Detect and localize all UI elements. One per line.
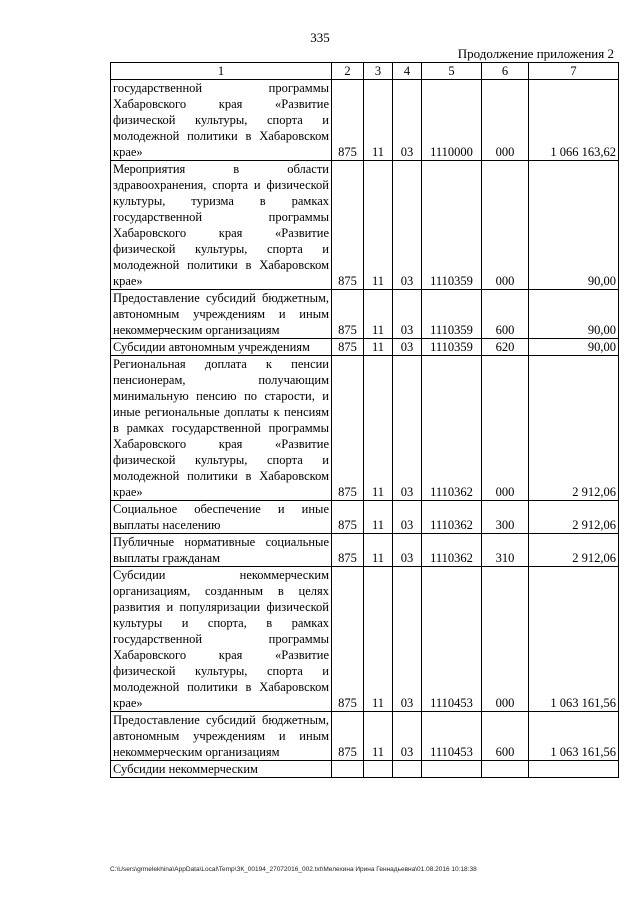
column-header: 2	[332, 63, 364, 80]
row-code-c6: 300	[482, 501, 529, 534]
row-description: Региональная доплата к пенсии пенсионерам, получающим минимальную пенсию по старости, и иные региональные доплаты к пенсиям в рамках государственной программы Хабаровского края «Развитие физической культуры, спорта и молодежной политики в Хабаровском крае»	[111, 356, 332, 501]
row-code-c6: 600	[482, 712, 529, 761]
row-code-c2: 875	[332, 534, 364, 567]
row-code-c6: 620	[482, 339, 529, 356]
row-amount: 90,00	[529, 161, 619, 290]
table-row	[111, 501, 619, 534]
row-code-c5: 1110000	[422, 80, 482, 161]
column-header: 4	[393, 63, 422, 80]
row-code-c2: 875	[332, 161, 364, 290]
row-description: Предоставление субсидий бюджетным, автономным учреждениям и иным некоммерческим организациям	[111, 712, 332, 761]
table-row	[111, 80, 619, 161]
row-description: Социальное обеспечение и иные выплаты населению	[111, 501, 332, 534]
row-code-c3: 11	[364, 290, 393, 339]
row-code-c4: 03	[393, 80, 422, 161]
table-row	[111, 761, 619, 778]
row-code-c6: 000	[482, 567, 529, 712]
row-code-c3: 11	[364, 161, 393, 290]
row-code-c5: 1110359	[422, 161, 482, 290]
row-code-c5: 1110453	[422, 712, 482, 761]
budget-table	[110, 62, 619, 778]
row-code-c4: 03	[393, 534, 422, 567]
column-header: 3	[364, 63, 393, 80]
row-code-c3: 11	[364, 356, 393, 501]
row-description: Субсидии автономным учреждениям	[111, 339, 332, 356]
row-description: Публичные нормативные социальные выплаты гражданам	[111, 534, 332, 567]
row-code-c2: 875	[332, 339, 364, 356]
table-row	[111, 356, 619, 501]
row-code-c2: 875	[332, 501, 364, 534]
header-row	[111, 63, 619, 80]
page-number: 335	[310, 30, 330, 45]
row-amount: 90,00	[529, 339, 619, 356]
row-code-c4: 03	[393, 712, 422, 761]
row-amount: 1 063 161,56	[529, 712, 619, 761]
row-description: государственной программы Хабаровского края «Развитие физической культуры, спорта и молодежной политики в Хабаровском крае»	[111, 80, 332, 161]
row-amount: 2 912,06	[529, 534, 619, 567]
row-code-c4: 03	[393, 501, 422, 534]
row-code-c4: 03	[393, 339, 422, 356]
table-row	[111, 161, 619, 290]
row-code-c3: 11	[364, 80, 393, 161]
row-code-c2	[332, 761, 364, 778]
table-row	[111, 339, 619, 356]
row-code-c5: 1110362	[422, 534, 482, 567]
row-code-c2: 875	[332, 567, 364, 712]
row-amount: 90,00	[529, 290, 619, 339]
row-code-c3: 11	[364, 501, 393, 534]
row-code-c6: 000	[482, 356, 529, 501]
row-code-c5: 1110453	[422, 567, 482, 712]
column-header: 5	[422, 63, 482, 80]
row-description: Мероприятия в области здравоохранения, спорта и физической культуры, туризма в рамках государственной программы Хабаровского края «Развитие физической культуры, спорта и молодежной политики в Хабаровском крае»	[111, 161, 332, 290]
row-code-c2: 875	[332, 80, 364, 161]
row-code-c4: 03	[393, 290, 422, 339]
column-header: 6	[482, 63, 529, 80]
row-code-c4: 03	[393, 567, 422, 712]
row-code-c5: 1110359	[422, 339, 482, 356]
row-code-c6	[482, 761, 529, 778]
file-path-footer: C:\Users\grmelekhina\AppData\Local\Temp\ЗК_00194_27072016_002.txt\Мелехина Ирина Геннадьевна\01.08.2016 10:18:38	[110, 866, 477, 873]
column-header: 7	[529, 63, 619, 80]
row-amount: 1 063 161,56	[529, 567, 619, 712]
row-code-c2: 875	[332, 712, 364, 761]
continuation-label: Продолжение приложения 2	[457, 46, 614, 61]
row-description: Субсидии некоммерческим	[111, 761, 332, 778]
row-code-c6: 310	[482, 534, 529, 567]
row-code-c3: 11	[364, 712, 393, 761]
row-description: Субсидии некоммерческим организациям, созданным в целях развития и популяризации физической культуры и спорта, в рамках государственной программы Хабаровского края «Развитие физической культуры, спорта и молодежной политики в Хабаровском крае»	[111, 567, 332, 712]
row-amount: 1 066 163,62	[529, 80, 619, 161]
table-row	[111, 534, 619, 567]
row-code-c6: 000	[482, 80, 529, 161]
row-amount: 2 912,06	[529, 501, 619, 534]
table-row	[111, 712, 619, 761]
row-code-c2: 875	[332, 356, 364, 501]
row-code-c3: 11	[364, 339, 393, 356]
table-row	[111, 567, 619, 712]
row-code-c3	[364, 761, 393, 778]
row-code-c6: 600	[482, 290, 529, 339]
table-row	[111, 290, 619, 339]
row-code-c5: 1110362	[422, 501, 482, 534]
row-code-c3: 11	[364, 567, 393, 712]
row-code-c4	[393, 761, 422, 778]
column-header: 1	[111, 63, 332, 80]
row-code-c6: 000	[482, 161, 529, 290]
row-code-c4: 03	[393, 356, 422, 501]
row-code-c3: 11	[364, 534, 393, 567]
row-amount: 2 912,06	[529, 356, 619, 501]
row-amount	[529, 761, 619, 778]
row-code-c5: 1110362	[422, 356, 482, 501]
row-code-c5: 1110359	[422, 290, 482, 339]
row-code-c4: 03	[393, 161, 422, 290]
row-code-c2: 875	[332, 290, 364, 339]
row-code-c5	[422, 761, 482, 778]
row-description: Предоставление субсидий бюджетным, автономным учреждениям и иным некоммерческим организациям	[111, 290, 332, 339]
